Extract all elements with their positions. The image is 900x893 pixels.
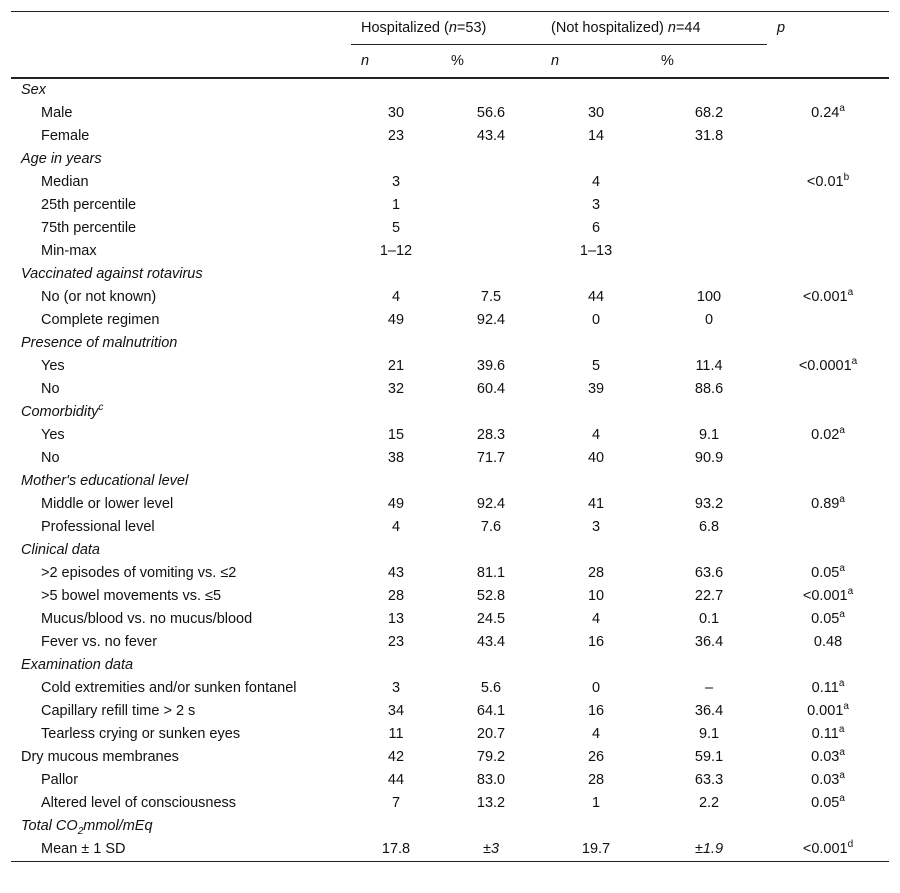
table-row — [11, 424, 889, 447]
hosp-pct-cell: 79.2 — [476, 749, 506, 765]
p-value-cell: <0.001$^d$ — [767, 838, 889, 862]
hosp-pct-cell: 52.8 — [476, 588, 506, 604]
table-row — [11, 378, 889, 401]
table-row — [11, 194, 889, 217]
nothosp-pct-cell: 31.8 — [694, 128, 724, 144]
hosp-n-cell: 43 — [387, 565, 405, 581]
section-header-row — [11, 539, 889, 562]
hosp-pct-cell: 20.7 — [476, 726, 506, 742]
header-blank — [11, 12, 351, 45]
row-label: Yes — [41, 427, 65, 443]
row-label: Mucus/blood vs. no mucus/blood — [41, 611, 253, 627]
section-header-row — [11, 148, 889, 171]
nothosp-pct-cell: 9.1 — [698, 726, 720, 742]
p-value-cell: 0.001$^a$ — [807, 701, 849, 719]
nothosp-n-cell: 4 — [591, 174, 601, 190]
table-row — [11, 746, 889, 769]
section-header-row — [11, 815, 889, 838]
hosp-n-cell: 32 — [387, 381, 405, 397]
row-label: >5 bowel movements vs. ≤5 — [41, 588, 222, 604]
section-header-row — [11, 401, 889, 424]
row-label: Tearless crying or sunken eyes — [41, 726, 241, 742]
table-row — [11, 838, 889, 862]
p-value-cell: 0.48 — [813, 634, 843, 650]
row-label: Pallor — [41, 772, 79, 788]
hosp-n-cell: 34 — [387, 703, 405, 719]
table-row — [11, 102, 889, 125]
hosp-pct-cell: 60.4 — [476, 381, 506, 397]
nothosp-pct-cell — [651, 171, 767, 194]
table-row — [11, 447, 889, 470]
section-header-row — [11, 654, 889, 677]
section-title: Clinical data — [21, 542, 100, 558]
hosp-pct-cell: 64.1 — [476, 703, 506, 719]
subheader-nothosp-pct: % — [651, 45, 767, 79]
nothosp-pct-cell: 36.4 — [694, 634, 724, 650]
hosp-n-cell: 4 — [391, 289, 401, 305]
hosp-pct-cell: 7.6 — [480, 519, 502, 535]
row-label: No — [41, 450, 60, 466]
p-value-cell: 0.02$^a$ — [811, 425, 845, 443]
nothosp-n-cell: 0 — [591, 680, 601, 696]
table-row — [11, 240, 889, 263]
nothosp-pct-cell: 100 — [696, 289, 722, 305]
hosp-pct-cell: 24.5 — [476, 611, 506, 627]
row-label: Mean ± 1 SD — [11, 838, 351, 862]
nothosp-n-cell: 44 — [587, 289, 605, 305]
p-value-cell: 0.05$^a$ — [811, 563, 845, 581]
table-row — [11, 769, 889, 792]
hosp-pct-cell: 81.1 — [476, 565, 506, 581]
data-table — [11, 11, 889, 862]
row-label: Altered level of consciousness — [41, 795, 237, 811]
section-title: Mother's educational level — [21, 473, 189, 489]
row-label: Median — [41, 174, 89, 190]
section-header-row — [11, 78, 889, 102]
nothosp-n-cell: 16 — [587, 703, 605, 719]
hosp-n-cell: 28 — [387, 588, 405, 604]
nothosp-n-cell: 1–13 — [579, 243, 613, 259]
hosp-pct-cell: 56.6 — [476, 105, 506, 121]
p-value-cell — [767, 217, 889, 240]
hosp-pct-cell: 92.4 — [476, 496, 506, 512]
p-value-cell — [767, 309, 889, 332]
header-not-hospitalized: (Not hospitalized) n=44 — [541, 12, 767, 45]
nothosp-pct-cell: 63.3 — [694, 772, 724, 788]
nothosp-n-cell: 41 — [587, 496, 605, 512]
row-label: No (or not known) — [41, 289, 157, 305]
nothosp-n-cell: 6 — [591, 220, 601, 236]
subheader-p-blank — [767, 45, 889, 79]
nothosp-pct-cell: 11.4 — [695, 358, 723, 374]
hosp-n-cell: 1 — [391, 197, 401, 213]
hosp-pct-cell — [441, 171, 541, 194]
subheader-nothosp-n: n — [541, 45, 651, 79]
nothosp-pct-cell: 93.2 — [694, 496, 724, 512]
nothosp-n-cell: 3 — [591, 519, 601, 535]
hosp-n-cell: 23 — [387, 634, 405, 650]
p-value-cell — [767, 194, 889, 217]
table-row — [11, 677, 889, 700]
hosp-n-cell: 42 — [387, 749, 405, 765]
nothosp-pct-cell: 2.2 — [698, 795, 720, 811]
table-row — [11, 792, 889, 815]
nothosp-n-cell: 28 — [587, 565, 605, 581]
nothosp-n-cell: 10 — [587, 588, 605, 604]
nothosp-pct-cell: 0 — [704, 312, 714, 328]
nothosp-pct-cell: 36.4 — [694, 703, 724, 719]
subheader-blank — [11, 45, 351, 79]
nothosp-pct-cell: – — [704, 680, 714, 696]
hosp-n-cell: 21 — [387, 358, 405, 374]
row-label: Yes — [41, 358, 65, 374]
hosp-n-cell: 15 — [387, 427, 405, 443]
table-row — [11, 125, 889, 148]
nothosp-n-cell: 16 — [587, 634, 605, 650]
nothosp-pct-cell — [651, 217, 767, 240]
nothosp-pct-cell: ±1.9 — [651, 838, 767, 862]
p-value-cell — [767, 447, 889, 470]
table-container — [11, 11, 889, 862]
hosp-n-cell: 30 — [387, 105, 405, 121]
hosp-n-cell: 3 — [391, 174, 401, 190]
hosp-n-cell: 13 — [387, 611, 405, 627]
table-row — [11, 286, 889, 309]
hosp-pct-cell: 28.3 — [476, 427, 506, 443]
nothosp-pct-cell: 9.1 — [698, 427, 720, 443]
nothosp-n-cell: 4 — [591, 611, 601, 627]
hosp-n-cell: 38 — [387, 450, 405, 466]
table-row — [11, 217, 889, 240]
p-value-cell — [767, 516, 889, 539]
nothosp-n-cell: 26 — [587, 749, 605, 765]
p-value-cell: <0.0001$^a$ — [798, 356, 858, 374]
p-value-cell: 0.05$^a$ — [811, 609, 845, 627]
hosp-n-cell: 5 — [391, 220, 401, 236]
row-label: Capillary refill time > 2 s — [41, 703, 196, 719]
hosp-pct-cell: 43.4 — [476, 634, 506, 650]
p-value-cell: <0.01$^b$ — [806, 172, 850, 190]
hosp-pct-cell: 39.6 — [476, 358, 506, 374]
nothosp-n-cell: 3 — [591, 197, 601, 213]
nothosp-pct-cell — [651, 194, 767, 217]
section-header-row — [11, 332, 889, 355]
nothosp-pct-cell: 63.6 — [694, 565, 724, 581]
p-value-cell: 0.89$^a$ — [811, 494, 845, 512]
table-row — [11, 309, 889, 332]
hosp-pct-cell: 7.5 — [480, 289, 502, 305]
hosp-n-cell: 49 — [387, 312, 405, 328]
p-value-cell — [767, 240, 889, 263]
nothosp-pct-cell: 88.6 — [694, 381, 724, 397]
hosp-n-cell: 44 — [387, 772, 405, 788]
section-header-row — [11, 263, 889, 286]
row-label: Middle or lower level — [41, 496, 174, 512]
table-body — [11, 78, 889, 862]
nothosp-pct-cell: 22.7 — [694, 588, 724, 604]
p-value-cell: 0.11$^a$ — [811, 678, 845, 696]
row-label: No — [41, 381, 60, 397]
table-row — [11, 516, 889, 539]
row-label: Professional level — [41, 519, 155, 535]
nothosp-n-cell: 39 — [587, 381, 605, 397]
hosp-n-cell: 4 — [391, 519, 401, 535]
hosp-n-cell: 7 — [391, 795, 401, 811]
hosp-pct-cell — [441, 240, 541, 263]
hosp-pct-cell: ±3 — [441, 838, 541, 862]
p-value-cell: 0.24$^a$ — [811, 103, 845, 121]
nothosp-pct-cell: 6.8 — [698, 519, 720, 535]
nothosp-n-cell: 5 — [591, 358, 601, 374]
hosp-pct-cell: 71.7 — [476, 450, 506, 466]
table-row — [11, 493, 889, 516]
table-row — [11, 171, 889, 194]
hosp-n-cell: 11 — [388, 726, 404, 742]
table-row — [11, 723, 889, 746]
row-label: 25th percentile — [41, 197, 137, 213]
nothosp-n-cell: 4 — [591, 427, 601, 443]
section-title: Examination data — [21, 657, 134, 673]
nothosp-n-cell: 19.7 — [541, 838, 651, 862]
section-title: Comorbidity$^c$ — [21, 402, 104, 420]
row-label: Fever vs. no fever — [41, 634, 158, 650]
hosp-n-cell: 49 — [387, 496, 405, 512]
p-value-cell: 0.03$^a$ — [811, 770, 845, 788]
table-row — [11, 631, 889, 654]
nothosp-n-cell: 14 — [587, 128, 605, 144]
nothosp-pct-cell: 68.2 — [694, 105, 724, 121]
nothosp-n-cell: 28 — [587, 772, 605, 788]
row-label: Min-max — [41, 243, 97, 259]
row-label: Complete regimen — [41, 312, 160, 328]
hosp-pct-cell: 5.6 — [480, 680, 502, 696]
row-label: 75th percentile — [41, 220, 137, 236]
section-title: Presence of malnutrition — [21, 335, 178, 351]
p-value-cell: <0.001$^a$ — [802, 586, 854, 604]
hosp-pct-cell: 92.4 — [476, 312, 506, 328]
hosp-n-cell: 3 — [391, 680, 401, 696]
subheader-hosp-pct: % — [441, 45, 541, 79]
nothosp-pct-cell — [651, 240, 767, 263]
p-value-cell: 0.11$^a$ — [811, 724, 845, 742]
row-label: >2 episodes of vomiting vs. ≤2 — [41, 565, 237, 581]
section-title: Vaccinated against rotavirus — [21, 266, 203, 282]
section-title: Age in years — [21, 151, 102, 167]
nothosp-pct-cell: 0.1 — [698, 611, 720, 627]
table-row — [11, 608, 889, 631]
p-value-cell: <0.001$^a$ — [802, 287, 854, 305]
p-value-cell: 0.05$^a$ — [811, 793, 845, 811]
hosp-n-cell: 17.8 — [351, 838, 441, 862]
p-value-cell — [767, 125, 889, 148]
nothosp-n-cell: 30 — [587, 105, 605, 121]
p-value-cell — [767, 378, 889, 401]
table-row — [11, 562, 889, 585]
hosp-n-cell: 23 — [387, 128, 405, 144]
nothosp-n-cell: 0 — [591, 312, 601, 328]
row-label: Cold extremities and/or sunken fontanel — [41, 680, 297, 696]
row-label: Male — [41, 105, 73, 121]
subheader-hosp-n: n — [351, 45, 441, 79]
header-p-value: p — [767, 12, 889, 45]
row-label: Dry mucous membranes — [21, 749, 179, 765]
row-label: Female — [41, 128, 90, 144]
nothosp-n-cell: 1 — [591, 795, 601, 811]
hosp-pct-cell: 83.0 — [476, 772, 506, 788]
hosp-pct-cell — [441, 194, 541, 217]
hosp-n-cell: 1–12 — [379, 243, 413, 259]
nothosp-pct-cell: 90.9 — [694, 450, 724, 466]
nothosp-n-cell: 4 — [591, 726, 601, 742]
hosp-pct-cell: 13.2 — [476, 795, 506, 811]
table-row — [11, 355, 889, 378]
nothosp-n-cell: 40 — [587, 450, 605, 466]
p-value-cell: 0.03$^a$ — [811, 747, 845, 765]
table-row — [11, 585, 889, 608]
nothosp-pct-cell: 59.1 — [694, 749, 724, 765]
table-row — [11, 700, 889, 723]
hosp-pct-cell — [441, 217, 541, 240]
header-hospitalized: Hospitalized (n=53) — [351, 12, 541, 45]
section-header-row — [11, 470, 889, 493]
section-title: Sex — [21, 82, 46, 98]
hosp-pct-cell: 43.4 — [476, 128, 506, 144]
section-title: Total $CO_2mmol$/mEq — [21, 818, 153, 837]
